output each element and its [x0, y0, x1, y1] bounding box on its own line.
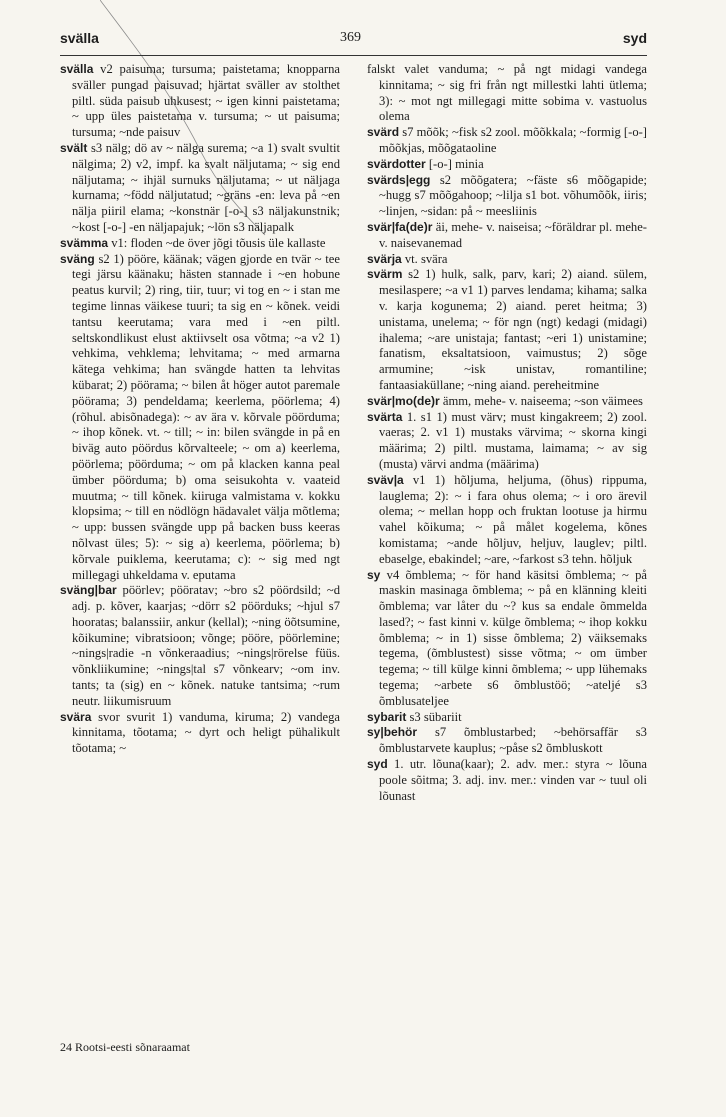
dictionary-entry [367, 173, 647, 220]
entry-definition: s7 õmblustarbed; ~behörsaffär s3 õmblustarvete kauplus; ~påse s2 õmbluskott [379, 725, 647, 756]
entry-headword: sy|behör [367, 725, 418, 740]
entry-headword: svära [60, 709, 92, 724]
entry-definition: s3 sübariit [409, 709, 462, 724]
page-number: 369 [340, 30, 361, 45]
left-column [60, 62, 340, 757]
entry-headword: svält [60, 140, 88, 155]
entry-headword: sväng [60, 251, 95, 266]
dictionary-entry [367, 757, 647, 804]
dictionary-entry [367, 220, 647, 252]
entry-definition: pöörlev; pööratav; ~bro s2 pöördsild; ~d adj. p. kõver, kaarjas; ~dörr s2 pöörduks; ~hjul s7 hooratas; balanssiir, ankur (kellal); ~ning öõtsumine, kõikumine; vibratsioon; võnge; pööre, pöörlemine; ~nings|radie -n võnkeraadius; ~nings|rörelse füüs. võnkliikumine; ~nings|tal s7 võnkearv; ~om inv. tants; ta (sig) en ~ kõnek. natuke tantsima; ~rum neutr. liikumisruum [72, 583, 340, 708]
dictionary-entry [367, 252, 647, 268]
entry-definition: s7 mõõk; ~fisk s2 zool. mõõkkala; ~formig [-o-] mõõkjas, mõõgataoline [379, 125, 647, 155]
entry-headword: svärja [367, 251, 402, 266]
dictionary-entry [60, 62, 340, 141]
entry-headword: sväng|bar [60, 583, 117, 598]
dictionary-entry [367, 568, 647, 710]
entry-headword: svärta [367, 409, 403, 424]
dictionary-entry [367, 125, 647, 157]
entry-definition: s2 mõõgatera; ~fäste s6 mõõgapide; ~hugg s7 mõõgahoop; ~lilja s1 bot. võhumõõk, iiris; ~linjen, ~sidan: på ~ meesliinis [379, 172, 647, 219]
page-header [60, 30, 647, 52]
entry-definition: v1 1) hõljuma, heljuma, (õhus) rippuma, lauglema; 2): ~ i fara ohus olema; ~ i oro ärevil olema; ~ mellan hopp och fruktan lootuse ja hirmu vahel kõikuma; ~ på målet kogelema, kõnes komistama; ~ande hõljuv, heljuv, lauglev; piltl. ebaselge, ebakindel; ~are, ~farkost s3 tehn. hõljuk [379, 472, 647, 566]
entry-definition: 1. s1 1) must värv; must kingakreem; 2) zool. vaeras; 2. v1 1) mustaks värvima; ~ skorna kingi määrima; 2) piltl. mustama, laimama; ~ av sig (musta) värvi andma (määrima) [379, 409, 647, 471]
entry-headword: svämma [60, 235, 109, 250]
dictionary-entry [60, 583, 340, 709]
entry-headword: svär|fa(de)r [367, 219, 433, 234]
entry-definition: [-o-] minia [428, 156, 484, 171]
entry-headword: svälla [60, 62, 94, 76]
header-last-word: syd [622, 30, 647, 46]
entry-definition: v1: floden ~de över jõgi tõusis üle kallaste [111, 235, 326, 250]
entry-definition: s2 1) pööre, käänak; vägen gjorde en tvär ~ tee tegi järsu käänaku; hästen stannade i ~en hobune peatus kurvil; 2) ring, tiir, tuur; vi tog en ~ i stan me tegime linnas väikese tuuri; ta sig en ~ kõnek. veidi tantsu keerutama; vara med i ~en piltl. seltskondlikust elust aktiivselt osa võtma; ~a v2 1) vehkima, vehklema; lehvitama; ~ med armarna kätega vehkima; han svängde hatten ta lehvitas kübarat; 2) pöörama; ~ bilen åt höger autot paremale pöörama; 3) pendeldama; keerlema, pöörlema; 4) (rõhul. abisõnadega): ~ av ära v. kõrvale pöörduma; ~ ihop kõnek. vt. ~ till; ~ in: bilen svängde in på en biväg auto pöördus kõrvalteele; ~ om a) keerlema, pöörlema; pöörduma; ~ om på klacken kanna peal ümber pöörduma; b) oma seisukohta v. vaateid muutma; ~ till kõnek. kiiruga valmistama v. kokku klopsima; ~ till en nödlögn hädavalet välja mõtlema; ~ upp: bussen svängde upp på backen buss keeras nõlvast üles; 5): ~ sig a) keerlema, pöörlema; b) kõrvale puiklema, keerutama; c): ~ sig med ngt millegagi uhkeldama v. eputama [72, 251, 340, 582]
right-column [367, 62, 647, 804]
entry-headword: sybarit [367, 709, 407, 724]
entry-headword: sy [367, 567, 381, 582]
header-rule [60, 55, 647, 56]
entry-headword: svärds|egg [367, 172, 431, 187]
entry-definition: falskt valet vanduma; ~ på ngt midagi vandega kinnitama; ~ sig fri från ngt millestki lahti ütlema; 3): ~ mot ngt millegagi mitte sobima v. vastuolus olema [367, 62, 647, 124]
entry-definition: äi, mehe- v. naiseisa; ~föräldrar pl. mehe- v. naisevanemad [379, 219, 648, 250]
entry-definition: v4 õmblema; ~ för hand käsitsi õmblema; ~ på maskin masinaga õmblema; ~ på en klänning kleiti õmblema; var låter du ~? kus sa endale õmmelda lased?; ~ fast kinni v. külge õmblema; ~ ihop kokku õmblema; ~ in 1) sisse õmblema; 2) väiksemaks tegema, (õmblustest) sisse võtma; ~ om ümber tegema; ~ till külge kinni õmblema; ~ upp lühemaks tegema; ~arbete s6 õmblustöö; ~ateljé s3 õmblusateljee [379, 567, 647, 708]
entry-definition: s3 nälg; dö av ~ nälga surema; ~a 1) svalt svultit nälgima; 2) v2, impf. ka svalt näljutama; ~ sig end näljutama; ~ ihjäl surnuks näljutama; ~ ut näljaga kurnama; ~född näljutatud; ~gräns -en: leva på ~en nälja piiril elama; ~konstnär [-o-] s3 näljakunstnik; ~kost [-o-] -en näljapajuk; ~lön s3 näljapalk [72, 140, 340, 234]
entry-definition: s2 1) hulk, salk, parv, kari; 2) aiand. sülem, mesilaspere; ~a v1 1) parves lendama; kihama; salka v. karja kogunema; 2) aiand. peret heitma; 3) unistama, unelema; ~ för ngn (ngt) kedagi (midagi) ihalema; ~are unistaja; fantast; ~eri 1) unistamine; fanatism, eksaltatsioon, vaimustus; 2) sõge armumine; ~isk unistav, romantiline; fantaasiaküllane; ~ning aiand. pereheitmine [379, 267, 647, 392]
entry-definition: svor svurit 1) vanduma, kiruma; 2) vandega kinnitama, tõotama; ~ dyrt och heligt pühalikult tõotama; ~ [72, 709, 341, 756]
header-first-word: svälla [60, 30, 99, 46]
dictionary-entry [367, 267, 647, 393]
entry-definition: vt. svära [404, 251, 448, 266]
dictionary-entry [60, 236, 340, 252]
entry-headword: svärm [367, 267, 403, 282]
dictionary-entry [367, 710, 647, 726]
entry-headword: sväv|a [367, 472, 404, 487]
page-footer: 24 Rootsi-eesti sõnaraamat [60, 1040, 190, 1054]
entry-headword: svär|mo(de)r [367, 393, 440, 408]
dictionary-entry [367, 725, 647, 757]
dictionary-entry [367, 62, 647, 125]
entry-headword: svärd [367, 125, 400, 140]
entry-headword: syd [367, 757, 388, 772]
entry-definition: v2 paisuma; tursuma; paistetama; knopparna sväller pungad paisuvad; hjärtat sväller av stolthet piltl. süda paisub uhkusest; ~ igen kinni paistetama; ~ upp üles paistetama v. tursuma; ~ ut paisuma; tursuma; ~nde paisuv [72, 62, 340, 140]
dictionary-entry [60, 252, 340, 584]
dictionary-entry [60, 141, 340, 236]
dictionary-entry [60, 710, 340, 757]
dictionary-entry [367, 410, 647, 473]
dictionary-entry [367, 157, 647, 173]
entry-headword: svärdotter [367, 156, 426, 171]
entry-definition: ämm, mehe- v. naiseema; ~son väimees [442, 393, 643, 408]
entry-definition: 1. utr. lõuna(kaar); 2. adv. mer.: styra ~ lõuna poole sõitma; 3. adj. inv. mer.: vinden var ~ tuul oli lõunast [379, 757, 647, 803]
dictionary-entry [367, 394, 647, 410]
dictionary-entry [367, 473, 647, 568]
